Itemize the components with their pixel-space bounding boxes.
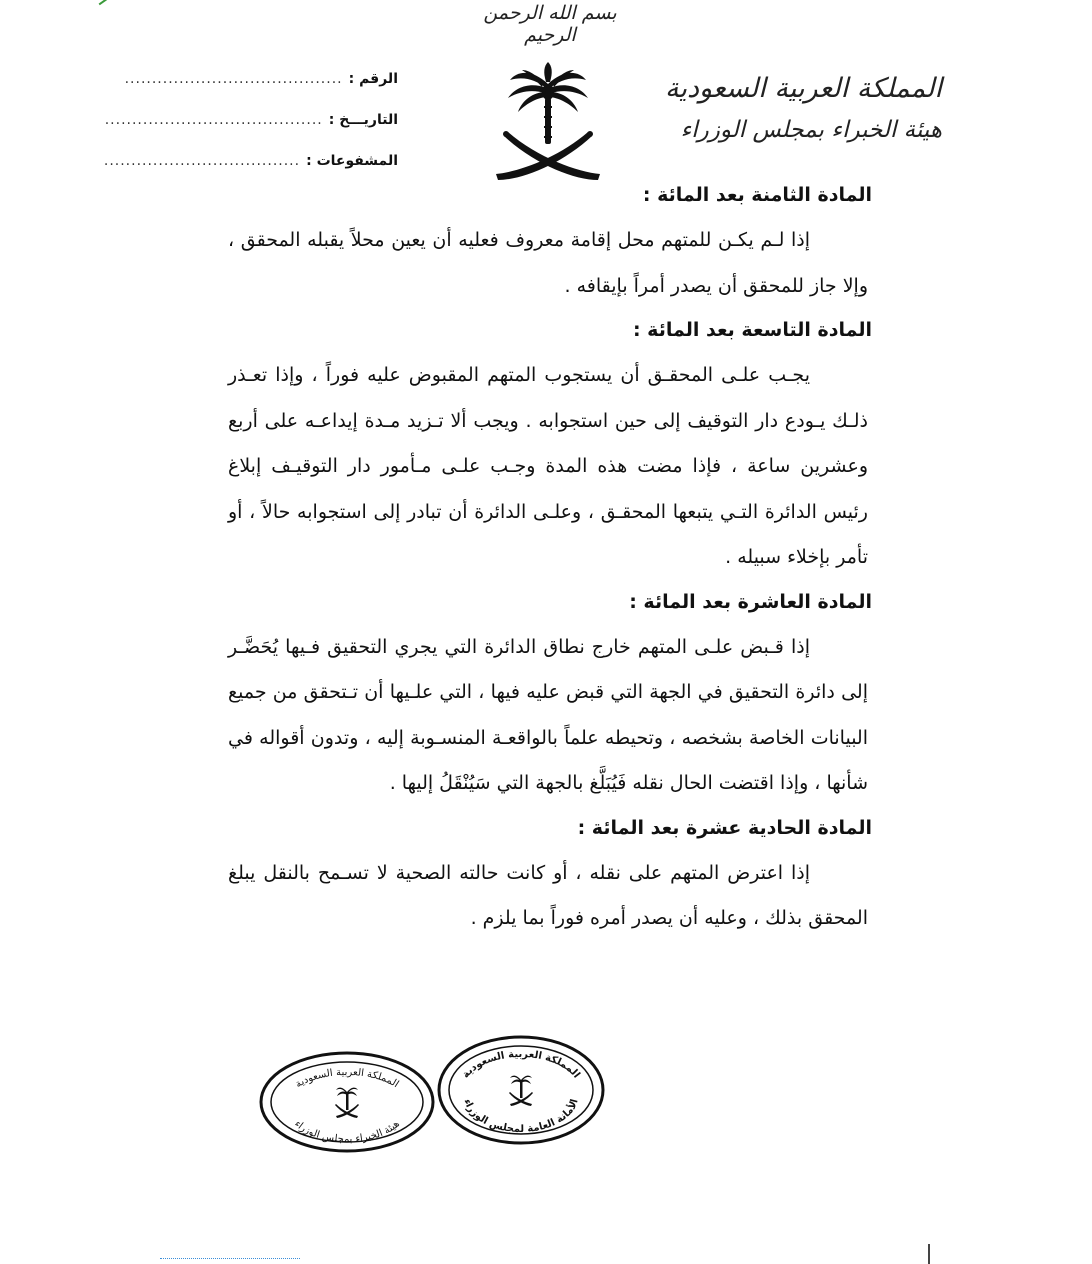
- article-108-title: المادة الثامنة بعد المائة :: [642, 184, 872, 206]
- svg-text:الأمانة العامة لمجلس الوزراء: [461, 1098, 580, 1135]
- attachments-label: المشفوعات :: [306, 153, 398, 169]
- article-111-text: إذا اعترض المتهم على نقله ، أو كانت حالته الصحية لا تسـمح بالنقل يبلغ المحقق بذلك ، وعليه أن يصدر أمره فوراً بما يلزم .: [228, 861, 868, 929]
- left-stamp-bottom-text: هيئة الخبراء بمجلس الوزراء: [292, 1118, 402, 1146]
- date-blank: ........................................: [104, 112, 323, 128]
- organization-header: [642, 68, 942, 150]
- palm-swords-emblem-icon: [488, 62, 606, 186]
- date-label: التاريـــخ :: [328, 112, 398, 128]
- basmala: بسم الله الرحمن الرحيم: [483, 2, 617, 46]
- article-111-title: المادة الحادية عشرة بعد المائة :: [577, 816, 872, 839]
- document-body: [228, 174, 872, 942]
- right-stamp-top-text: المملكة العربية السعودية: [460, 1048, 582, 1081]
- reference-fields: [103, 66, 398, 189]
- reference-number-blank: ........................................: [124, 71, 343, 87]
- general-secretariat-stamp: [436, 1034, 606, 1146]
- article-110-text: إذا قـبض علـى المتهم خارج نطاق الدائرة التي يجري التحقيق فـيها يُحَضَّـر إلى دائرة التحقيق في الجهة التي قبض عليه فيها ، التي علـيها أن تـتحقق من جميع البيانات الخاصة بشخصه ، وتحيطه علماً بالواقعـة المنسـوبة إليه ، وتدون أقواله في شأنها ، وإذا اقتضت الحال نقله فَيُبَلَّغ بالجهة التي سَيُنْقَلُ إليها .: [228, 635, 868, 794]
- article-110-title: المادة العاشرة بعد المائة :: [629, 590, 872, 613]
- organization-name: المملكة العربية السعودية: [664, 73, 942, 104]
- organization-subname: هيئة الخبراء بمجلس الوزراء: [680, 117, 942, 143]
- corner-mark: [99, 0, 112, 10]
- date-field: [104, 107, 398, 148]
- svg-text:هيئة الخبراء بمجلس الوزراء: [292, 1118, 402, 1145]
- reference-number-field: [124, 66, 398, 107]
- right-stamp-bottom-text: الأمانة العامة لمجلس الوزراء: [461, 1097, 581, 1136]
- article-108-text: إذا لـم يكـن للمتهم محل إقامة معروف فعليه أن يعين محلاً يقبله المحقق ، وإلا جاز للمحقق أن يصدر أمراً بإيقافه .: [228, 229, 868, 297]
- svg-text:المملكة العربية السعودية: [294, 1067, 401, 1090]
- margin-mark: [928, 1244, 930, 1264]
- experts-commission-stamp: [258, 1050, 436, 1154]
- article-109-title: المادة التاسعة بعد المائة :: [632, 319, 872, 341]
- reference-number-label: الرقم :: [348, 71, 398, 87]
- scan-artifact: [160, 1258, 300, 1263]
- left-stamp-top-text: المملكة العربية السعودية: [293, 1066, 401, 1091]
- attachments-blank: ....................................: [103, 153, 301, 169]
- article-109-text: يجـب علـى المحقـق أن يستجوب المتهم المقبوض عليه فوراً ، وإذا تعـذر ذلـك يـودع دار التوقيف إلى حين استجوابه . ويجب ألا تـزيد مـدة إيداعـه على أربع وعشرين ساعة ، فإذا مضت هذه المدة وجـب علـى مـأمور دار التوقيـف إبلاغ رئيس الدائرة التـي يتبعها المحقـق ، وعلـى الدائرة أن تبادر إلى استجوابه حالاً ، أو تأمر بإخلاء سبيله .: [228, 364, 868, 568]
